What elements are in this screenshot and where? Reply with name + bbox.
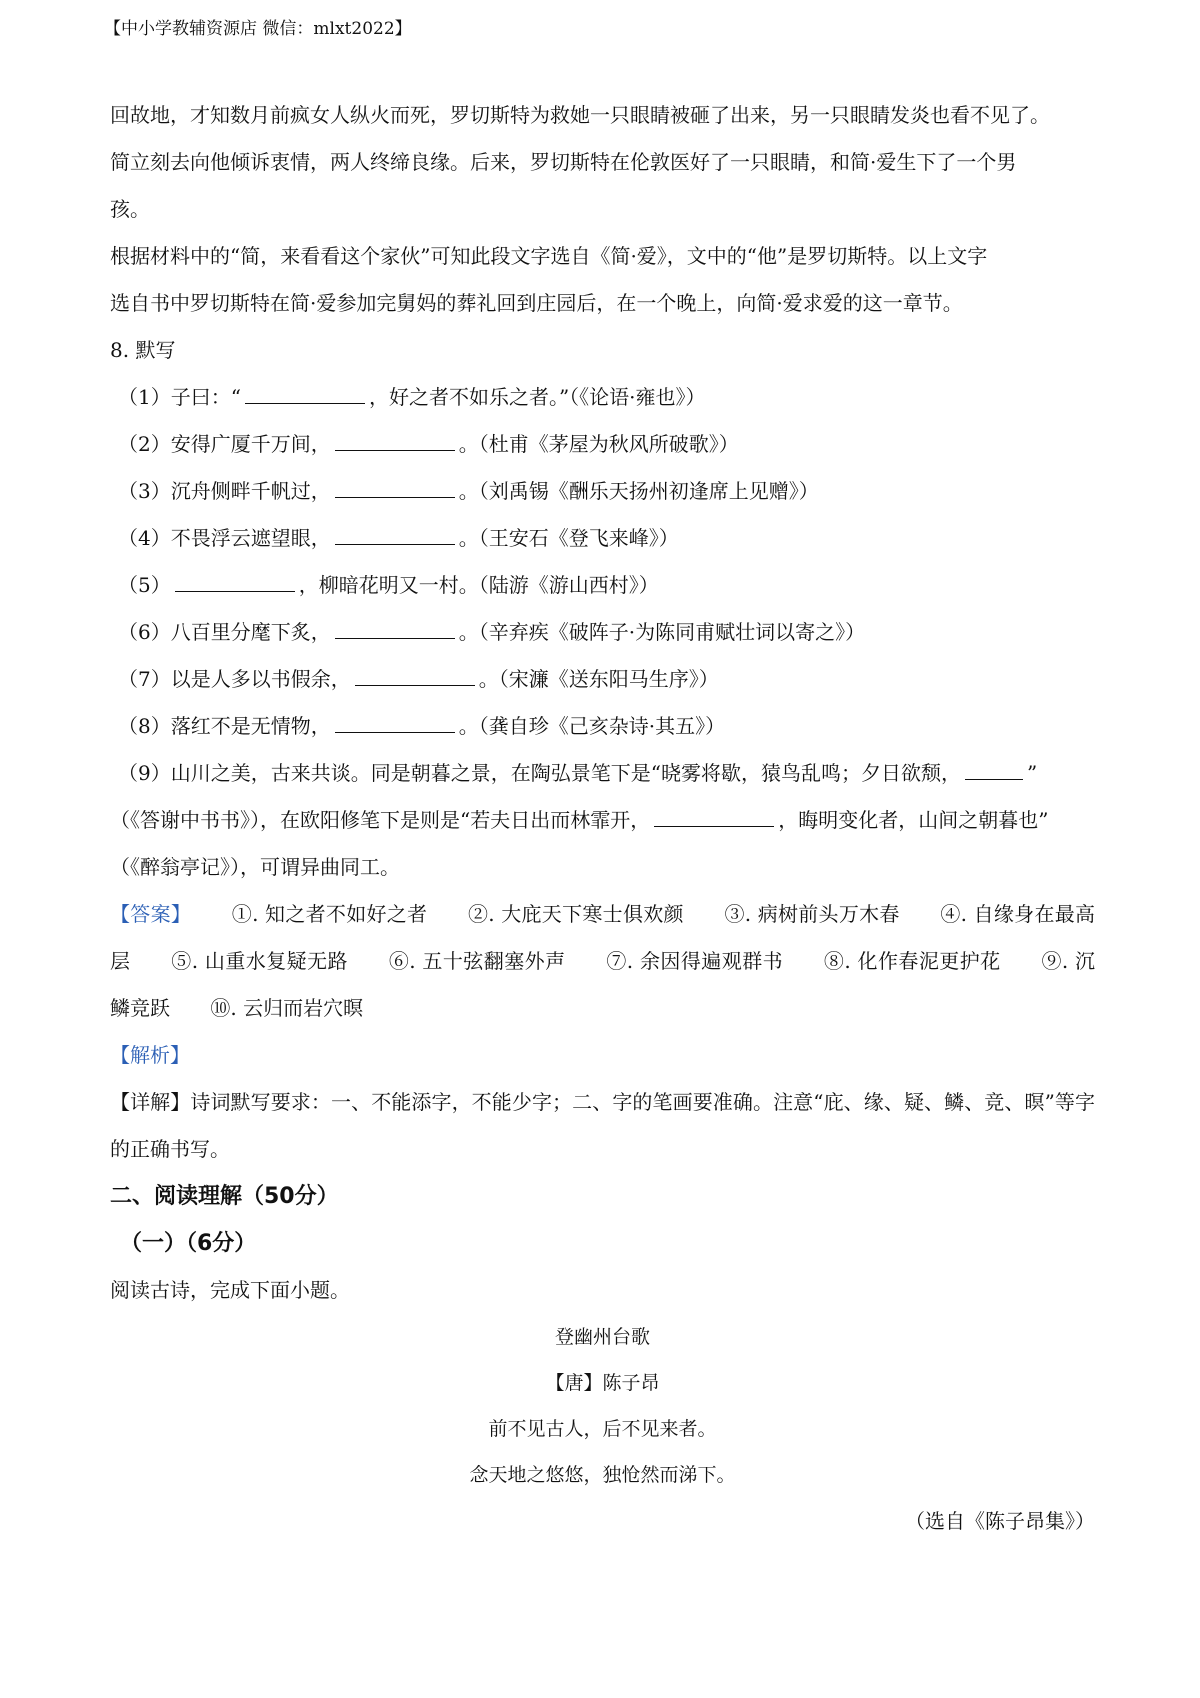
intro-line: 回故地，才知数月前疯女人纵火而死，罗切斯特为救她一只眼睛被砸了出来，另一只眼睛发炎也看不见了。 — [110, 103, 1050, 127]
answer-blank — [335, 616, 455, 639]
item-suffix: 。（刘禹锡《酬乐天扬州初逢席上见赠》） — [458, 479, 819, 503]
q8-item-3 — [110, 468, 1095, 515]
analysis-label: 【解析】 — [110, 1043, 190, 1067]
q8-item-4 — [110, 515, 1095, 562]
answer-blank — [355, 663, 475, 686]
q8-item-9-line-2 — [110, 797, 1095, 844]
item-prefix: （9）山川之美，古来共谈。同是朝暮之景，在陶弘景笔下是“晓雾将歇，猿鸟乱鸣；夕日欲颓， — [118, 761, 961, 785]
answer-blank — [654, 804, 774, 827]
answer-item: ④. 自缘身在最高层 — [110, 902, 1096, 973]
item-prefix: （3）沉舟侧畔千帆过， — [118, 479, 331, 503]
detail-text: 诗词默写要求：一、不能添字，不能少字；二、字的笔画要准确。注意“庇、缘、疑、鳞、竞、暝”等字的正确书写。 — [110, 1090, 1095, 1161]
poem-author: 【唐】陈子昂 — [545, 1372, 660, 1394]
item-prefix: （2）安得广厦千万间， — [118, 432, 331, 456]
item-prefix: （5） — [118, 573, 171, 597]
answer-block — [110, 891, 1095, 1032]
answer-item: ⑤. 山重水复疑无路 — [171, 949, 348, 973]
item-prefix: （4）不畏浮云遮望眼， — [118, 526, 331, 550]
answer-blank — [175, 569, 295, 592]
answer-blank — [335, 428, 455, 451]
q8-item-9-line-1 — [110, 750, 1095, 797]
page-header: 【中小学教辅资源店 微信：mlxt2022】 — [104, 19, 412, 39]
q8-item-7 — [110, 656, 1095, 703]
intro-line: 简立刻去向他倾诉衷情，两人终缔良缘。后来，罗切斯特在伦敦医好了一只眼睛，和简·爱生下了一个男 — [110, 150, 1017, 174]
item-suffix: ” — [1026, 761, 1038, 785]
answer-blank — [965, 757, 1023, 780]
answer-item: ②. 大庇天下寒士俱欢颜 — [467, 902, 684, 926]
answer-blank — [245, 381, 365, 404]
poem-source: （选自《陈子昂集》） — [905, 1509, 1095, 1533]
answer-item: ⑧. 化作春泥更护花 — [823, 949, 1001, 973]
answer-label: 【答案】 — [110, 902, 192, 926]
intro-line: 选自书中罗切斯特在简·爱参加完舅妈的葬礼回到庄园后，在一个晚上，向简·爱求爱的这一章节。 — [110, 291, 963, 315]
q8-item-9-line-3: （《醉翁亭记》），可谓异曲同工。 — [110, 855, 400, 879]
section-2-title: 二、阅读理解（50分） — [110, 1184, 339, 1209]
analysis-detail — [110, 1079, 1095, 1173]
subsection-title: （一）（6分） — [120, 1231, 257, 1256]
poem-line: 前不见古人，后不见来者。 — [488, 1418, 717, 1440]
item-suffix: 。（王安石《登飞来峰》） — [458, 526, 679, 550]
q8-item-6 — [110, 609, 1095, 656]
reading-instruction: 阅读古诗，完成下面小题。 — [110, 1278, 350, 1302]
item-prefix: （6）八百里分麾下炙， — [118, 620, 331, 644]
item-suffix: ，好之者不如乐之者。”（《论语·雍也》） — [368, 385, 706, 409]
item-suffix: 。（杜甫《茅屋为秋风所破歌》） — [458, 432, 739, 456]
answer-item: ⑨. 沉鳞竞跃 — [110, 949, 1096, 1020]
poem-title: 登幽州台歌 — [554, 1326, 650, 1348]
answer-item: ⑩. 云归而岩穴暝 — [210, 996, 364, 1020]
item-prefix: （1）子曰：“ — [118, 385, 241, 409]
answer-blank — [335, 710, 455, 733]
item-suffix: 。（辛弃疾《破阵子·为陈同甫赋壮词以寄之》） — [458, 620, 866, 644]
item-prefix: （7）以是人多以书假余， — [118, 667, 351, 691]
poem-line: 念天地之悠悠，独怆然而涕下。 — [469, 1464, 736, 1486]
q8-item-1 — [110, 374, 1095, 421]
intro-line: 孩。 — [110, 197, 150, 221]
answer-item: ③. 病树前头万木春 — [724, 902, 900, 926]
detail-label: 【详解】 — [110, 1090, 191, 1114]
answer-item: ⑥. 五十弦翻塞外声 — [388, 949, 566, 973]
answer-item: ①. 知之者不如好之者 — [231, 902, 428, 926]
item-suffix: ，晦明变化者，山间之朝暮也” — [778, 808, 1049, 832]
q8-item-2 — [110, 421, 1095, 468]
item-suffix: 。（宋濂《送东阳马生序》） — [478, 667, 719, 691]
intro-line: 根据材料中的“简，来看看这个家伙”可知此段文字选自《简·爱》，文中的“他”是罗切斯特。以上文字 — [110, 244, 988, 268]
answer-item: ⑦. 余因得遍观群书 — [606, 949, 784, 973]
item-suffix: 。（龚自珍《己亥杂诗·其五》） — [458, 714, 726, 738]
item-suffix: ，柳暗花明又一村。（陆游《游山西村》） — [298, 573, 659, 597]
answer-blank — [335, 475, 455, 498]
content — [110, 92, 1095, 1544]
q8-item-8 — [110, 703, 1095, 750]
q8-item-5 — [110, 562, 1095, 609]
item-prefix: （《答谢中书书》），在欧阳修笔下是则是“若夫日出而林霏开， — [110, 808, 651, 832]
answer-blank — [335, 522, 455, 545]
item-prefix: （8）落红不是无情物， — [118, 714, 331, 738]
question-8-title: 8. 默写 — [110, 338, 176, 362]
